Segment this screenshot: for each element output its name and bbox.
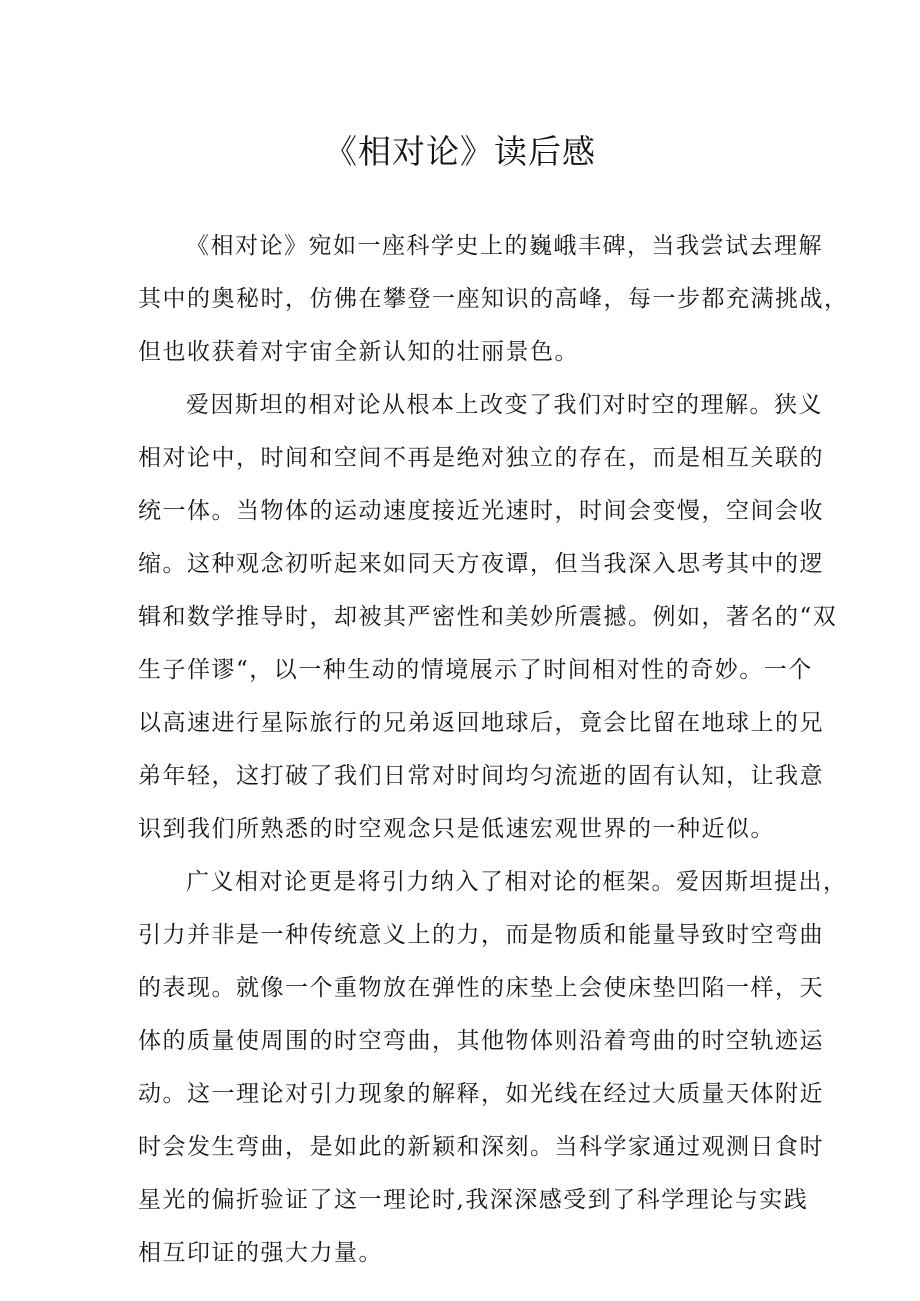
text-line: 统一体。当物体的运动速度接近光速时，时间会变慢，空间会收: [138, 498, 824, 524]
text-line: 缩。这种观念初听起来如同天方夜谭，但当我深入思考其中的逻: [138, 551, 824, 577]
text-line: 其中的奥秘时，仿佛在攀登一座知识的高峰，每一步都充满挑战，: [138, 286, 849, 312]
text-line: 的表现。就像一个重物放在弹性的床垫上会使床垫凹陷一样，天: [138, 975, 824, 1001]
text-line: 相对论中，时间和空间不再是绝对独立的存在，而是相互关联的: [138, 445, 824, 471]
text-line: 识到我们所熟悉的时空观念只是低速宏观世界的一种近似。: [138, 816, 775, 842]
text-line: 引力并非是一种传统意义上的力，而是物质和能量导致时空弯曲: [138, 922, 824, 948]
text-line: 相互印证的强大力量。: [138, 1240, 383, 1266]
text-line: 广义相对论更是将引力纳入了相对论的框架。爱因斯坦提出，: [186, 869, 848, 895]
text-line: 辑和数学推导时，却被其严密性和美妙所震撼。例如，著名的“双: [138, 604, 838, 630]
text-line: 星光的偏折验证了这一理论时,我深深感受到了科学理论与实践: [138, 1187, 809, 1213]
text-line: 体的质量使周围的时空弯曲，其他物体则沿着弯曲的时空轨迹运: [138, 1028, 824, 1054]
text-line: 但也收获着对宇宙全新认知的壮丽景色。: [138, 339, 579, 365]
text-line: 爱因斯坦的相对论从根本上改变了我们对时空的理解。狭义: [186, 392, 823, 418]
text-line: 《相对论》宛如一座科学史上的巍峨丰碑，当我尝试去理解: [186, 233, 823, 259]
text-line: 弟年轻，这打破了我们日常对时间均匀流逝的固有认知，让我意: [138, 763, 824, 789]
text-line: 动。这一理论对引力现象的解释，如光线在经过大质量天体附近: [138, 1081, 824, 1107]
text-line: 生子佯谬“，以一种生动的情境展示了时间相对性的奇妙。一个: [138, 657, 813, 683]
page-title: 《相对论》读后感: [324, 132, 596, 171]
text-line: 以高速进行星际旅行的兄弟返回地球后，竟会比留在地球上的兄: [138, 710, 824, 736]
text-line: 时会发生弯曲，是如此的新颖和深刻。当科学家通过观测日食时: [138, 1134, 824, 1160]
document-body: [138, 220, 849, 1280]
